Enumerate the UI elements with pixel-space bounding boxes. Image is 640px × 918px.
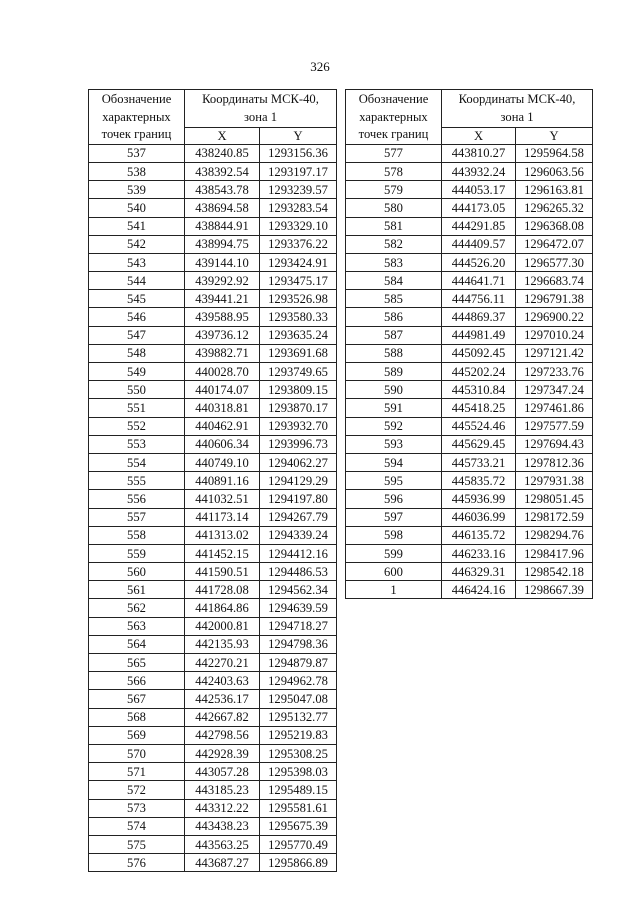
table-row (89, 635, 337, 653)
x-coordinate-cell: 441173.14 (185, 508, 260, 526)
x-coordinate-cell: 442798.56 (185, 726, 260, 744)
x-coordinate-cell: 443057.28 (185, 763, 260, 781)
table-row (346, 435, 593, 453)
y-coordinate-cell: 1294486.53 (260, 563, 337, 581)
point-number-cell: 589 (346, 363, 442, 381)
point-number-cell: 570 (89, 744, 185, 762)
point-number-cell: 542 (89, 235, 185, 253)
table-row (346, 162, 593, 180)
table-row (346, 472, 593, 490)
table-row (346, 199, 593, 217)
point-number-cell: 592 (346, 417, 442, 435)
table-row (346, 417, 593, 435)
table-row (89, 453, 337, 471)
point-label-header (89, 90, 185, 145)
y-coordinate-cell: 1295581.61 (260, 799, 337, 817)
point-number-cell: 557 (89, 508, 185, 526)
header-line: характерных (359, 109, 428, 124)
point-number-cell: 585 (346, 290, 442, 308)
y-coordinate-cell: 1294197.80 (260, 490, 337, 508)
point-number-cell: 590 (346, 381, 442, 399)
point-number-cell: 541 (89, 217, 185, 235)
x-coordinate-cell: 440891.16 (185, 472, 260, 490)
point-number-cell: 574 (89, 817, 185, 835)
point-number-cell: 573 (89, 799, 185, 817)
point-number-cell: 587 (346, 326, 442, 344)
point-number-cell: 572 (89, 781, 185, 799)
table-row (89, 199, 337, 217)
y-coordinate-cell: 1293526.98 (260, 290, 337, 308)
point-number-cell: 543 (89, 253, 185, 271)
header-line: зона 1 (500, 109, 534, 124)
x-coordinate-cell: 439144.10 (185, 253, 260, 271)
x-coordinate-cell: 438392.54 (185, 162, 260, 180)
x-coordinate-cell: 443312.22 (185, 799, 260, 817)
table-row (89, 708, 337, 726)
point-number-cell: 549 (89, 363, 185, 381)
y-coordinate-cell: 1297121.42 (516, 344, 593, 362)
y-coordinate-cell: 1298294.76 (516, 526, 593, 544)
header-line: Координаты МСК-40, (202, 92, 319, 106)
table-row (346, 526, 593, 544)
x-coordinate-cell: 443932.24 (442, 162, 516, 180)
point-number-cell: 561 (89, 581, 185, 599)
x-coordinate-cell: 441313.02 (185, 526, 260, 544)
x-coordinate-cell: 442403.63 (185, 672, 260, 690)
x-coordinate-cell: 438694.58 (185, 199, 260, 217)
y-coordinate-cell: 1293580.33 (260, 308, 337, 326)
y-coordinate-cell: 1296472.07 (516, 235, 593, 253)
x-coordinate-cell: 445524.46 (442, 417, 516, 435)
x-coordinate-cell: 443563.25 (185, 835, 260, 853)
point-number-cell: 560 (89, 563, 185, 581)
table-row (89, 508, 337, 526)
y-coordinate-cell: 1293156.36 (260, 144, 337, 162)
x-coordinate-cell: 444641.71 (442, 272, 516, 290)
point-number-cell: 568 (89, 708, 185, 726)
table-row (89, 326, 337, 344)
x-coordinate-cell: 444409.57 (442, 235, 516, 253)
table-row (89, 835, 337, 853)
y-coordinate-cell: 1296683.74 (516, 272, 593, 290)
x-coordinate-cell: 443438.23 (185, 817, 260, 835)
table-row (89, 781, 337, 799)
table-row (346, 344, 593, 362)
x-coordinate-cell: 442536.17 (185, 690, 260, 708)
point-number-cell: 554 (89, 453, 185, 471)
y-coordinate-cell: 1294639.59 (260, 599, 337, 617)
table-row (89, 399, 337, 417)
point-number-cell: 544 (89, 272, 185, 290)
x-coordinate-cell: 439736.12 (185, 326, 260, 344)
x-coordinate-cell: 440462.91 (185, 417, 260, 435)
x-coordinate-cell: 439441.21 (185, 290, 260, 308)
table-row (89, 472, 337, 490)
table-row (89, 217, 337, 235)
point-number-cell: 580 (346, 199, 442, 217)
x-coordinate-cell: 438994.75 (185, 235, 260, 253)
y-coordinate-cell: 1296368.08 (516, 217, 593, 235)
point-label-header (346, 90, 442, 145)
table-row (346, 217, 593, 235)
point-number-cell: 598 (346, 526, 442, 544)
table-row (89, 726, 337, 744)
y-coordinate-cell: 1295132.77 (260, 708, 337, 726)
table-row (89, 435, 337, 453)
point-number-cell: 579 (346, 181, 442, 199)
x-coordinate-cell: 444053.17 (442, 181, 516, 199)
table-row (89, 290, 337, 308)
table-row (346, 363, 593, 381)
x-coordinate-cell: 438844.91 (185, 217, 260, 235)
table-row (89, 599, 337, 617)
table-row (89, 363, 337, 381)
table-row (346, 508, 593, 526)
y-coordinate-cell: 1295398.03 (260, 763, 337, 781)
point-number-cell: 599 (346, 544, 442, 562)
point-number-cell: 582 (346, 235, 442, 253)
y-coordinate-cell: 1297461.86 (516, 399, 593, 417)
y-coordinate-cell: 1294339.24 (260, 526, 337, 544)
y-coordinate-cell: 1294129.29 (260, 472, 337, 490)
point-number-cell: 567 (89, 690, 185, 708)
table-row (89, 654, 337, 672)
table-row (89, 162, 337, 180)
y-coordinate-cell: 1295489.15 (260, 781, 337, 799)
table-row (89, 253, 337, 271)
table-row (346, 308, 593, 326)
x-coordinate-cell: 445202.24 (442, 363, 516, 381)
y-coordinate-cell: 1293197.17 (260, 162, 337, 180)
table-row (89, 744, 337, 762)
table-row (89, 308, 337, 326)
table-row (346, 381, 593, 399)
x-coordinate-cell: 442135.93 (185, 635, 260, 653)
header-line: точек границ (358, 127, 429, 142)
x-coordinate-cell: 442270.21 (185, 654, 260, 672)
y-coordinate-cell: 1298051.45 (516, 490, 593, 508)
y-coordinate-cell: 1297694.43 (516, 435, 593, 453)
point-number-cell: 546 (89, 308, 185, 326)
table-row (89, 763, 337, 781)
y-coordinate-cell: 1293809.15 (260, 381, 337, 399)
point-number-cell: 591 (346, 399, 442, 417)
table-row (89, 617, 337, 635)
header-line: зона 1 (244, 109, 277, 124)
table-row (346, 144, 593, 162)
y-coordinate-cell: 1293376.22 (260, 235, 337, 253)
header-line: точек границ (101, 127, 172, 142)
point-number-cell: 562 (89, 599, 185, 617)
point-number-cell: 586 (346, 308, 442, 326)
x-coordinate-cell: 444756.11 (442, 290, 516, 308)
point-number-cell: 537 (89, 144, 185, 162)
header-line: Обозначение (101, 92, 172, 106)
y-coordinate-cell: 1294962.78 (260, 672, 337, 690)
y-column-header: Y (516, 128, 593, 144)
x-coordinate-cell: 446036.99 (442, 508, 516, 526)
x-coordinate-cell: 445733.21 (442, 453, 516, 471)
y-coordinate-cell: 1295308.25 (260, 744, 337, 762)
x-coordinate-cell: 443687.27 (185, 854, 260, 872)
table-row (89, 690, 337, 708)
y-coordinate-cell: 1297931.38 (516, 472, 593, 490)
x-coordinate-cell: 442667.82 (185, 708, 260, 726)
y-coordinate-cell: 1293749.65 (260, 363, 337, 381)
point-number-cell: 556 (89, 490, 185, 508)
y-coordinate-cell: 1293691.68 (260, 344, 337, 362)
table-row (89, 854, 337, 872)
x-coordinate-cell: 441728.08 (185, 581, 260, 599)
point-number-cell: 539 (89, 181, 185, 199)
y-coordinate-cell: 1296163.81 (516, 181, 593, 199)
x-coordinate-cell: 440749.10 (185, 453, 260, 471)
x-coordinate-cell: 442928.39 (185, 744, 260, 762)
y-coordinate-cell: 1298417.96 (516, 544, 593, 562)
point-number-cell: 547 (89, 326, 185, 344)
x-coordinate-cell: 445936.99 (442, 490, 516, 508)
table-row (346, 326, 593, 344)
point-number-cell: 563 (89, 617, 185, 635)
point-number-cell: 552 (89, 417, 185, 435)
y-coordinate-cell: 1297010.24 (516, 326, 593, 344)
table-row (89, 672, 337, 690)
table-row (346, 453, 593, 471)
x-coordinate-cell: 441032.51 (185, 490, 260, 508)
table-row (89, 544, 337, 562)
x-coordinate-cell: 442000.81 (185, 617, 260, 635)
point-number-cell: 551 (89, 399, 185, 417)
y-coordinate-cell: 1297577.59 (516, 417, 593, 435)
y-coordinate-cell: 1297812.36 (516, 453, 593, 471)
x-column-header: X (185, 128, 260, 144)
point-number-cell: 566 (89, 672, 185, 690)
x-coordinate-cell: 444291.85 (442, 217, 516, 235)
x-coordinate-cell: 440028.70 (185, 363, 260, 381)
y-coordinate-cell: 1297347.24 (516, 381, 593, 399)
point-number-cell: 540 (89, 199, 185, 217)
x-coordinate-cell: 441452.15 (185, 544, 260, 562)
header-line: характерных (102, 109, 171, 124)
y-coordinate-cell: 1295770.49 (260, 835, 337, 853)
x-coordinate-cell: 439882.71 (185, 344, 260, 362)
point-number-cell: 538 (89, 162, 185, 180)
y-coordinate-cell: 1293635.24 (260, 326, 337, 344)
table-row (346, 290, 593, 308)
x-coordinate-cell: 446233.16 (442, 544, 516, 562)
y-coordinate-cell: 1296900.22 (516, 308, 593, 326)
table-row (89, 417, 337, 435)
y-coordinate-cell: 1293283.54 (260, 199, 337, 217)
point-number-cell: 576 (89, 854, 185, 872)
point-number-cell: 581 (346, 217, 442, 235)
x-coordinate-cell: 440174.07 (185, 381, 260, 399)
table-row (346, 490, 593, 508)
x-coordinate-cell: 446424.16 (442, 581, 516, 599)
point-number-cell: 571 (89, 763, 185, 781)
y-coordinate-cell: 1293475.17 (260, 272, 337, 290)
page-number: 326 (310, 59, 330, 74)
x-coordinate-cell: 444869.37 (442, 308, 516, 326)
table-row (346, 272, 593, 290)
point-number-cell: 583 (346, 253, 442, 271)
x-coordinate-cell: 440606.34 (185, 435, 260, 453)
y-coordinate-cell: 1294412.16 (260, 544, 337, 562)
header-line: Обозначение (358, 92, 429, 106)
y-coordinate-cell: 1296791.38 (516, 290, 593, 308)
y-coordinate-cell: 1295675.39 (260, 817, 337, 835)
y-coordinate-cell: 1294562.34 (260, 581, 337, 599)
table-row (346, 399, 593, 417)
point-number-cell: 569 (89, 726, 185, 744)
x-coordinate-cell: 444526.20 (442, 253, 516, 271)
point-number-cell: 597 (346, 508, 442, 526)
table-row (89, 526, 337, 544)
point-number-cell: 565 (89, 654, 185, 672)
point-number-cell: 550 (89, 381, 185, 399)
point-number-cell: 545 (89, 290, 185, 308)
coordinate-system-header (442, 90, 593, 128)
x-coordinate-cell: 445629.45 (442, 435, 516, 453)
table-row (89, 181, 337, 199)
table-row (346, 181, 593, 199)
x-column-header: X (442, 128, 516, 144)
x-coordinate-cell: 443185.23 (185, 781, 260, 799)
y-coordinate-cell: 1295964.58 (516, 144, 593, 162)
y-coordinate-cell: 1293239.57 (260, 181, 337, 199)
point-number-cell: 600 (346, 563, 442, 581)
y-coordinate-cell: 1298667.39 (516, 581, 593, 599)
point-number-cell: 593 (346, 435, 442, 453)
point-number-cell: 559 (89, 544, 185, 562)
x-coordinate-cell: 445835.72 (442, 472, 516, 490)
x-coordinate-cell: 446135.72 (442, 526, 516, 544)
x-coordinate-cell: 444173.05 (442, 199, 516, 217)
x-coordinate-cell: 445418.25 (442, 399, 516, 417)
y-coordinate-cell: 1293329.10 (260, 217, 337, 235)
point-number-cell: 548 (89, 344, 185, 362)
table-row (89, 563, 337, 581)
point-number-cell: 596 (346, 490, 442, 508)
y-coordinate-cell: 1295219.83 (260, 726, 337, 744)
point-number-cell: 594 (346, 453, 442, 471)
x-coordinate-cell: 445310.84 (442, 381, 516, 399)
y-coordinate-cell: 1293424.91 (260, 253, 337, 271)
header-line: Координаты МСК-40, (458, 92, 576, 106)
coordinates-table-left (88, 89, 337, 872)
x-coordinate-cell: 445092.45 (442, 344, 516, 362)
y-coordinate-cell: 1293870.17 (260, 399, 337, 417)
y-coordinate-cell: 1296577.30 (516, 253, 593, 271)
x-coordinate-cell: 443810.27 (442, 144, 516, 162)
x-coordinate-cell: 446329.31 (442, 563, 516, 581)
coordinates-table-right (345, 89, 593, 599)
y-coordinate-cell: 1293932.70 (260, 417, 337, 435)
y-coordinate-cell: 1298542.18 (516, 563, 593, 581)
point-number-cell: 588 (346, 344, 442, 362)
point-number-cell: 595 (346, 472, 442, 490)
point-number-cell: 577 (346, 144, 442, 162)
y-coordinate-cell: 1298172.59 (516, 508, 593, 526)
x-coordinate-cell: 439292.92 (185, 272, 260, 290)
table-row (346, 235, 593, 253)
table-row (89, 381, 337, 399)
table-row (346, 581, 593, 599)
coordinate-system-header (185, 90, 337, 128)
table-row (346, 253, 593, 271)
point-number-cell: 575 (89, 835, 185, 853)
y-coordinate-cell: 1294718.27 (260, 617, 337, 635)
table-row (346, 544, 593, 562)
table-row (89, 581, 337, 599)
table-row (89, 144, 337, 162)
point-number-cell: 1 (346, 581, 442, 599)
point-number-cell: 555 (89, 472, 185, 490)
y-coordinate-cell: 1293996.73 (260, 435, 337, 453)
point-number-cell: 564 (89, 635, 185, 653)
x-coordinate-cell: 441590.51 (185, 563, 260, 581)
point-number-cell: 584 (346, 272, 442, 290)
point-number-cell: 553 (89, 435, 185, 453)
table-row (89, 272, 337, 290)
table-row (89, 235, 337, 253)
y-coordinate-cell: 1294062.27 (260, 453, 337, 471)
x-coordinate-cell: 444981.49 (442, 326, 516, 344)
point-number-cell: 558 (89, 526, 185, 544)
y-coordinate-cell: 1294879.87 (260, 654, 337, 672)
y-coordinate-cell: 1296265.32 (516, 199, 593, 217)
table-row (89, 344, 337, 362)
x-coordinate-cell: 440318.81 (185, 399, 260, 417)
x-coordinate-cell: 438240.85 (185, 144, 260, 162)
table-row (346, 563, 593, 581)
y-coordinate-cell: 1294798.36 (260, 635, 337, 653)
table-row (89, 817, 337, 835)
x-coordinate-cell: 439588.95 (185, 308, 260, 326)
y-coordinate-cell: 1294267.79 (260, 508, 337, 526)
x-coordinate-cell: 438543.78 (185, 181, 260, 199)
y-coordinate-cell: 1297233.76 (516, 363, 593, 381)
y-coordinate-cell: 1295866.89 (260, 854, 337, 872)
y-column-header: Y (260, 128, 337, 144)
x-coordinate-cell: 441864.86 (185, 599, 260, 617)
point-number-cell: 578 (346, 162, 442, 180)
table-row (89, 799, 337, 817)
y-coordinate-cell: 1296063.56 (516, 162, 593, 180)
table-row (89, 490, 337, 508)
y-coordinate-cell: 1295047.08 (260, 690, 337, 708)
